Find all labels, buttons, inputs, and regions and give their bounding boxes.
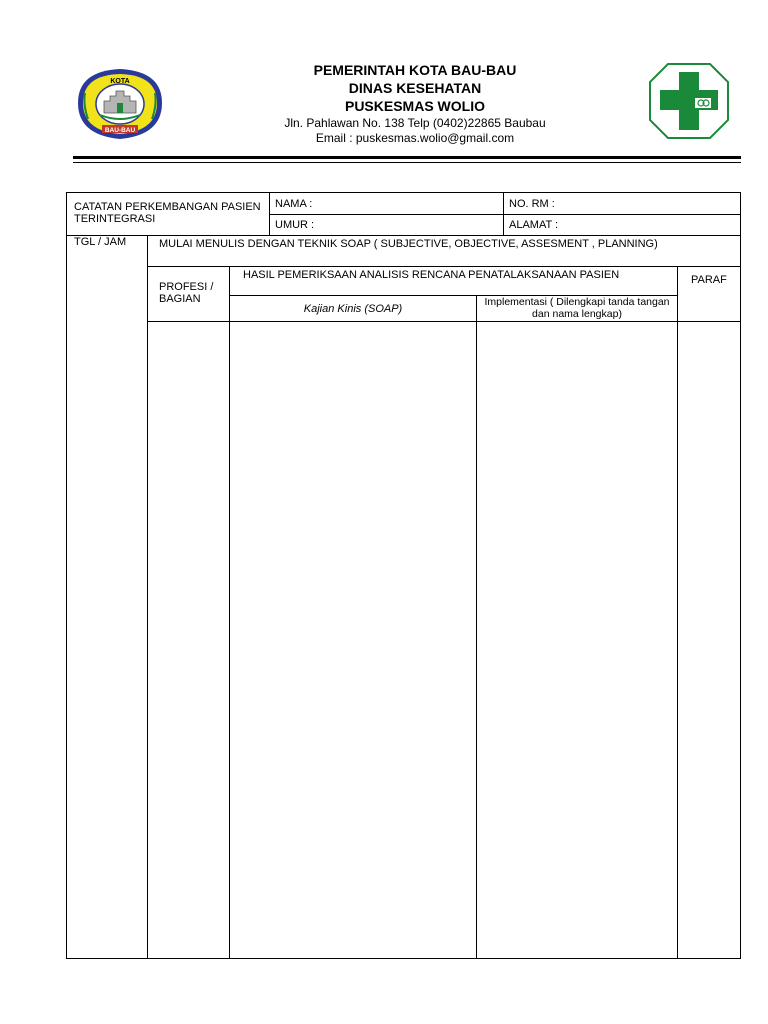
header-rule-thin	[73, 162, 741, 163]
hasil-pemeriksaan-label: HASIL PEMERIKSAAN ANALISIS RENCANA PENATALAKSANAAN PASIEN	[243, 269, 620, 281]
alamat-label: ALAMAT :	[509, 219, 559, 231]
header-puskesmas: PUSKESMAS WOLIO	[344, 98, 485, 114]
form-title: CATATAN PERKEMBANGAN PASIEN TERINTEGRASI	[74, 201, 261, 225]
puskesmas-cross-icon	[648, 62, 730, 140]
profesi-entry-column[interactable]	[148, 322, 229, 959]
header-government: PEMERINTAH KOTA BAU-BAU	[313, 62, 517, 78]
umur-label: UMUR :	[275, 219, 315, 231]
paraf-label: PARAF	[691, 274, 727, 286]
paraf-entry-column[interactable]	[678, 322, 741, 959]
header-department: DINAS KESEHATAN	[348, 80, 482, 96]
header-address: Jln. Pahlawan No. 138 Telp (0402)22865 Baubau	[284, 116, 546, 130]
nama-label: NAMA :	[275, 198, 313, 210]
kajian-klinis-label: Kajian Kinis (SOAP)	[303, 303, 403, 315]
svg-text:BAU-BAU: BAU-BAU	[104, 127, 136, 134]
header-rule-thick	[73, 156, 741, 159]
tgl-jam-entry-column[interactable]	[67, 236, 147, 959]
implementasi-label: Implementasi ( Dilengkapi tanda tangan dan nama lengkap)	[484, 296, 670, 320]
svg-text:KOTA: KOTA	[110, 78, 130, 85]
kota-bau-bau-emblem-icon	[70, 65, 170, 141]
soap-instruction: MULAI MENULIS DENGAN TEKNIK SOAP ( SUBJECTIVE, OBJECTIVE, ASSESMENT , PLANNING)	[159, 238, 658, 250]
implementasi-entry-column[interactable]	[477, 322, 677, 959]
profesi-bagian-label: PROFESI / BAGIAN	[159, 281, 214, 305]
tgl-jam-label: TGL / JAM	[74, 236, 127, 248]
no-rm-label: NO. RM :	[509, 198, 555, 210]
header-email: Email : puskesmas.wolio@gmail.com	[315, 131, 515, 145]
progress-record-form	[66, 192, 741, 959]
kajian-entry-column[interactable]	[230, 322, 476, 959]
